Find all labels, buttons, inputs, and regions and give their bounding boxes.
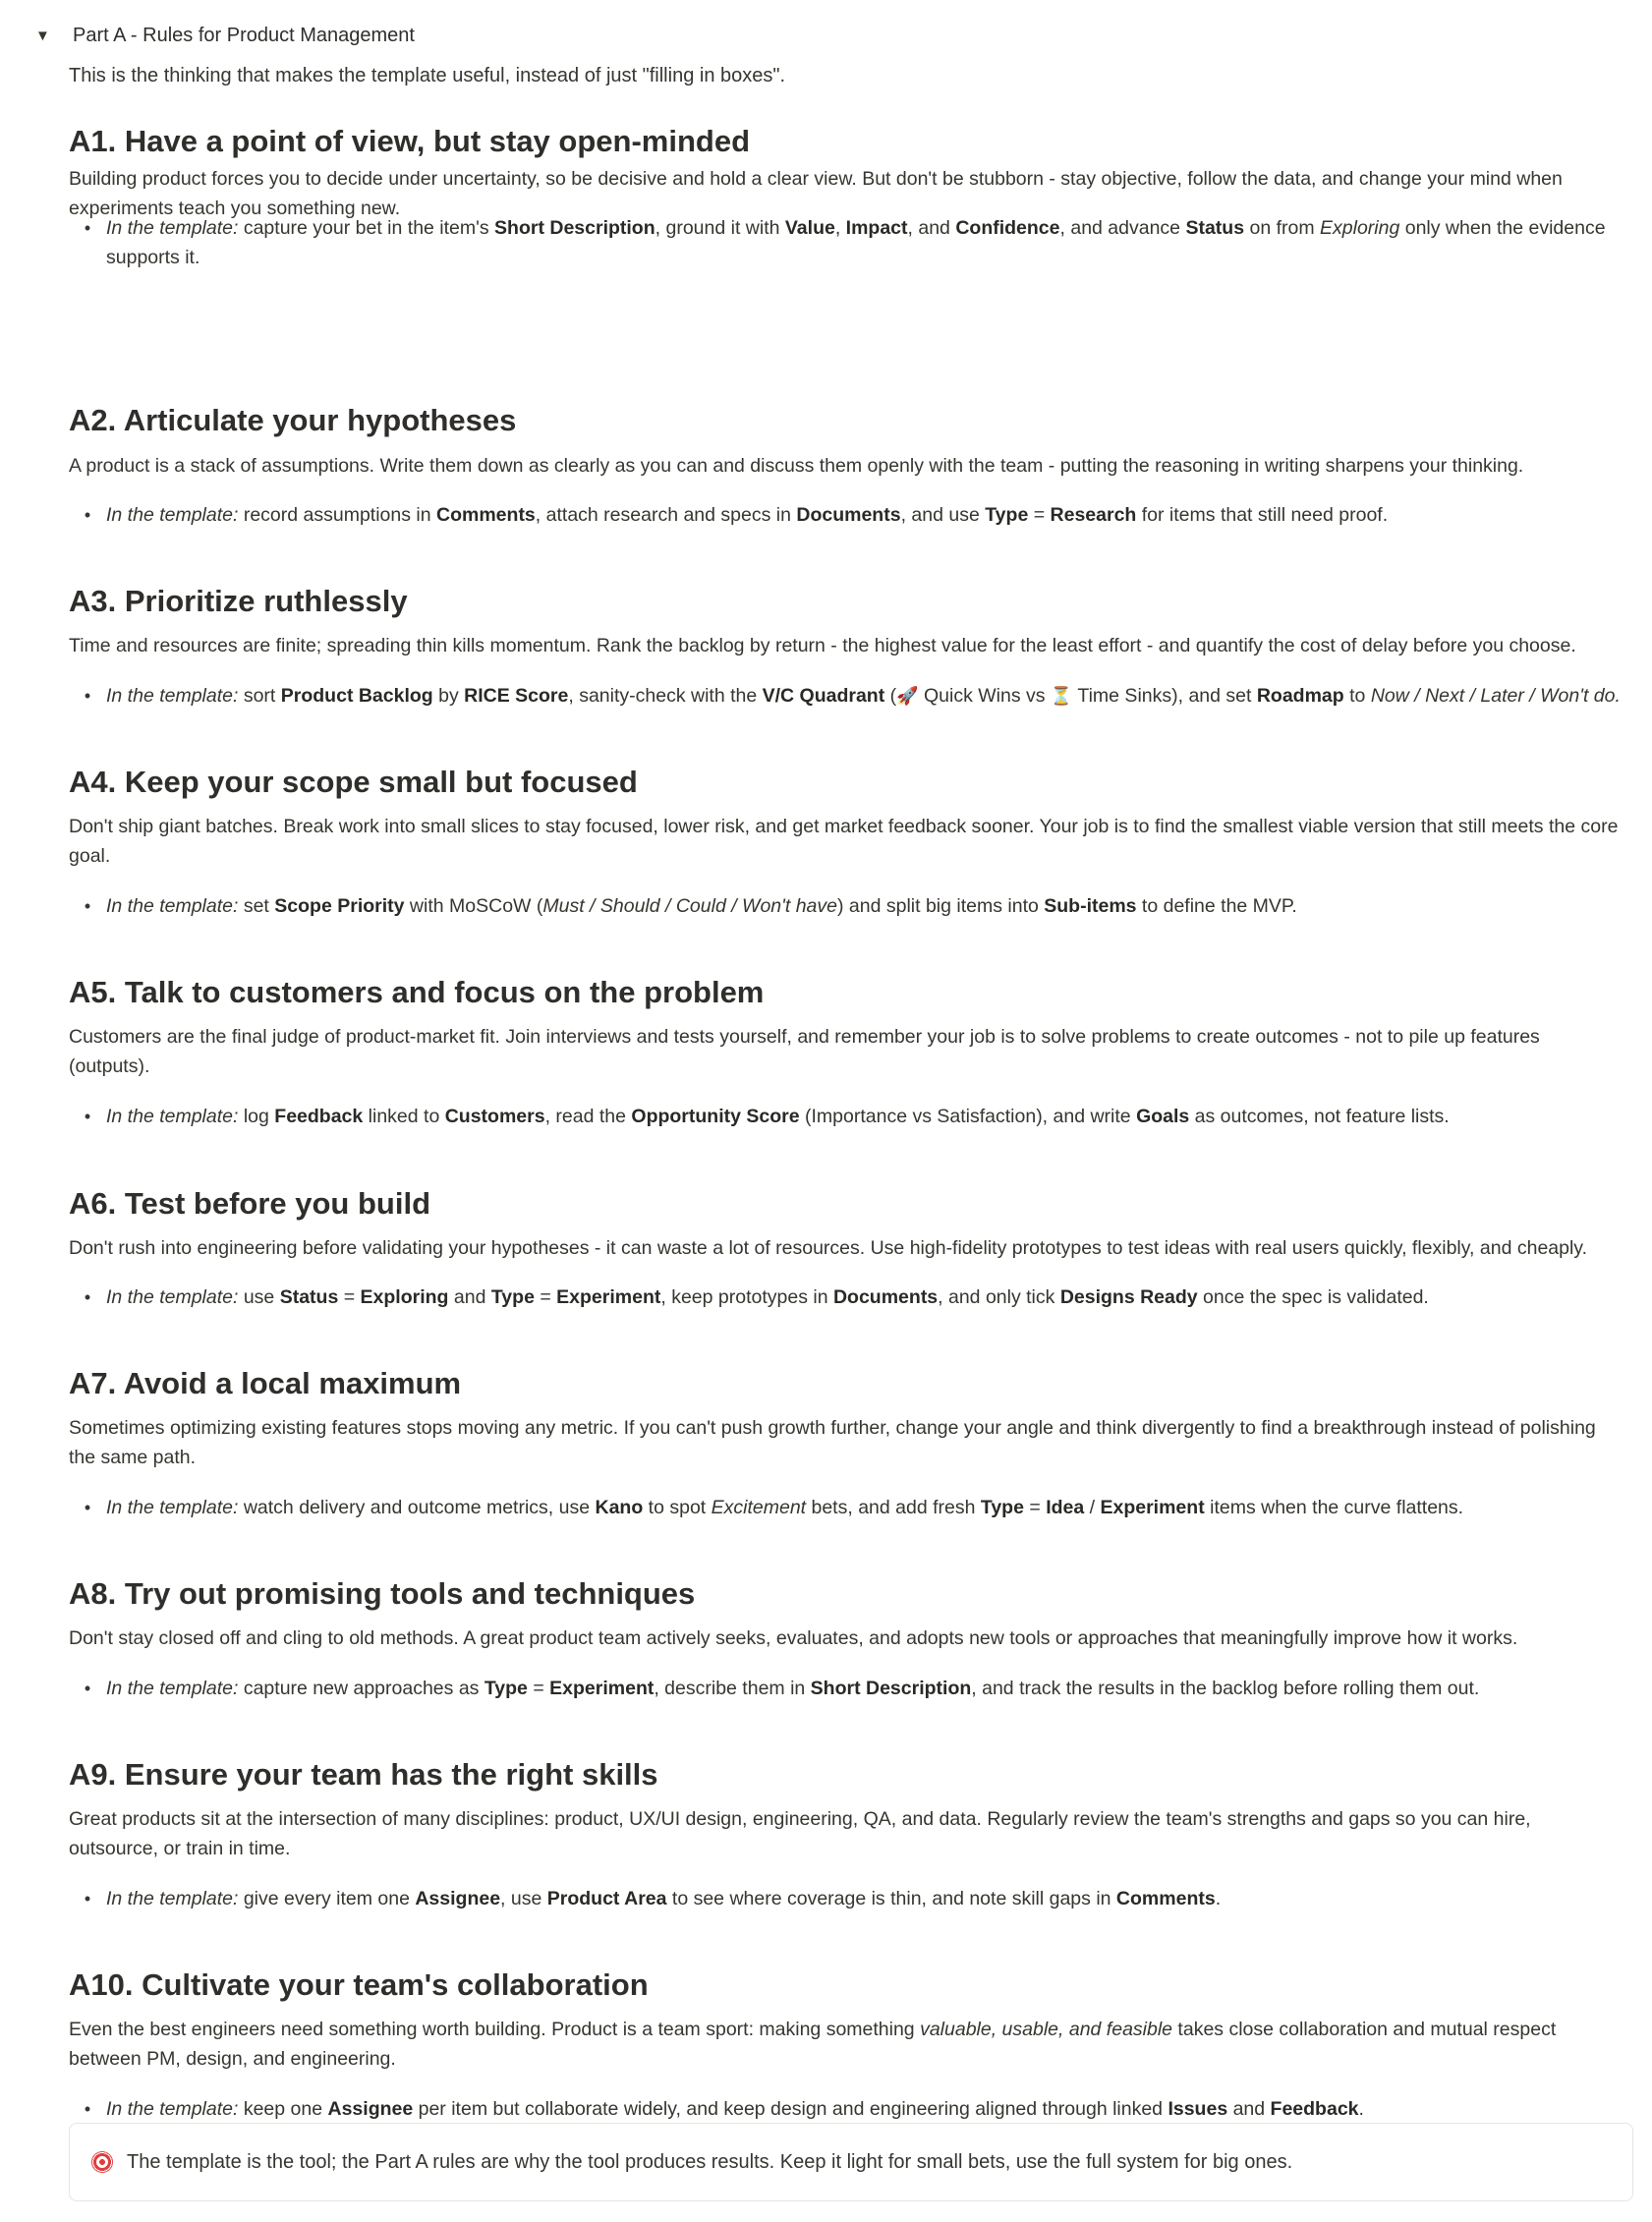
- emoji-icon: ⏳: [1050, 686, 1073, 707]
- inline-text: Scope Priority: [274, 895, 405, 917]
- inline-text: ) and split big items into: [836, 895, 1045, 917]
- inline-text: to see where coverage is thin, and note skill gaps in: [666, 1888, 1116, 1909]
- inline-text: items when the curve flattens.: [1204, 1497, 1464, 1518]
- bullet-text: [106, 681, 1641, 712]
- inline-text: =: [527, 1678, 550, 1699]
- inline-text: , read the: [544, 1106, 632, 1127]
- inline-text: Designs Ready: [1059, 1286, 1198, 1308]
- bullet-item: [69, 213, 1641, 272]
- inline-text: .: [1215, 1888, 1222, 1909]
- inline-text: =: [1028, 504, 1051, 526]
- bullet-text: [106, 1884, 1641, 1913]
- toggle-arrow-icon[interactable]: ▼: [35, 27, 50, 44]
- inline-text: In the template:: [106, 1106, 239, 1127]
- inline-text: linked to: [363, 1106, 445, 1127]
- inline-text: Value: [784, 217, 835, 239]
- section-paragraph: Sometimes optimizing existing features stops moving any metric. If you can't push growth further, change your angle and think divergently to find a breakthrough instead of polishing the same path.: [69, 1417, 1596, 1468]
- inline-text: Type: [490, 1286, 535, 1308]
- inline-text: , and only tick: [938, 1286, 1060, 1308]
- section-paragraph: [69, 2015, 1622, 2074]
- inline-text: /: [1084, 1497, 1101, 1518]
- inline-text: In the template:: [106, 1678, 239, 1699]
- bullet-item: [69, 681, 1641, 712]
- inline-text: Assignee: [415, 1888, 501, 1909]
- inline-text: Research: [1050, 504, 1137, 526]
- bullet-item: [69, 500, 1641, 530]
- inline-text: Status: [279, 1286, 339, 1308]
- bullet-dot-icon: •: [84, 1287, 91, 1307]
- inline-text: Product Area: [546, 1888, 667, 1909]
- inline-text: as outcomes, not feature lists.: [1189, 1106, 1450, 1127]
- inline-text: log: [238, 1106, 275, 1127]
- section-paragraph: Don't ship giant batches. Break work into small slices to stay focused, lower risk, and get market feedback sooner. Your job is to find the smallest viable version that still meets the core goal.: [69, 816, 1619, 867]
- inline-text: In the template:: [106, 2098, 239, 2120]
- inline-text: Confidence: [955, 217, 1060, 239]
- bullet-text: [106, 2094, 1641, 2124]
- inline-text: with MoSCoW (: [404, 895, 543, 917]
- inline-text: and: [1227, 2098, 1271, 2120]
- inline-text: =: [534, 1286, 557, 1308]
- inline-text: Must / Should / Could / Won't have: [542, 895, 837, 917]
- inline-text: Roadmap: [1256, 685, 1344, 707]
- inline-text: only when the evidence supports it.: [106, 217, 1606, 268]
- bullet-dot-icon: •: [84, 1107, 91, 1126]
- inline-text: Sub-items: [1044, 895, 1137, 917]
- section-heading: A4. Keep your scope small but focused: [69, 765, 638, 799]
- inline-text: valuable, usable, and feasible: [920, 2019, 1173, 2040]
- inline-text: , and use: [900, 504, 986, 526]
- inline-text: (Importance vs Satisfaction), and write: [799, 1106, 1137, 1127]
- inline-text: In the template:: [106, 1286, 239, 1308]
- inline-text: ,: [834, 217, 846, 239]
- inline-text: , attach research and specs in: [535, 504, 797, 526]
- bullet-dot-icon: •: [84, 505, 91, 525]
- bullet-item: [69, 1493, 1641, 1522]
- inline-text: In the template:: [106, 217, 239, 239]
- bullet-text: [106, 500, 1641, 530]
- section-heading: A8. Try out promising tools and techniques: [69, 1576, 696, 1611]
- inline-text: Idea: [1046, 1497, 1085, 1518]
- section-paragraph: A product is a stack of assumptions. Write them down as clearly as you can and discuss them openly with the team - putting the reasoning in writing sharpens your thinking.: [69, 455, 1524, 477]
- inline-text: Assignee: [327, 2098, 414, 2120]
- inline-text: by: [432, 685, 465, 707]
- bullet-text: [106, 213, 1641, 272]
- bullet-item: [69, 1102, 1641, 1131]
- inline-text: Exploring: [1320, 217, 1400, 239]
- inline-text: Documents: [796, 504, 901, 526]
- inline-text: bets, and add fresh: [806, 1497, 981, 1518]
- inline-text: use: [238, 1286, 280, 1308]
- target-icon: [91, 2151, 113, 2173]
- inline-text: Feedback: [274, 1106, 364, 1127]
- inline-text: to spot: [643, 1497, 712, 1518]
- inline-text: , and: [907, 217, 956, 239]
- section-paragraph: Don't stay closed off and cling to old methods. A great product team actively seeks, evaluates, and adopts new tools or approaches that meaningfully improve how it works.: [69, 1627, 1518, 1649]
- section-heading: A5. Talk to customers and focus on the problem: [69, 975, 765, 1009]
- inline-text: sort: [238, 685, 281, 707]
- inline-text: .: [1358, 2098, 1364, 2120]
- inline-text: Short Description: [494, 217, 655, 239]
- inline-text: Type: [985, 504, 1029, 526]
- bullet-item: [69, 1674, 1641, 1703]
- inline-text: on from: [1244, 217, 1321, 239]
- bullet-text: [106, 1282, 1641, 1312]
- inline-text: Feedback: [1270, 2098, 1359, 2120]
- section-paragraph: Great products sit at the intersection of many disciplines: product, UX/UI design, engineering, QA, and data. Regularly review the team's strengths and gaps so you can hire, outsource, or train in time.: [69, 1808, 1531, 1859]
- bullet-dot-icon: •: [84, 2099, 91, 2119]
- bullet-text: [106, 1493, 1641, 1522]
- inline-text: Comments: [436, 504, 536, 526]
- inline-text: (: [884, 685, 897, 707]
- section-heading: A9. Ensure your team has the right skills: [69, 1757, 658, 1792]
- section-paragraph: Time and resources are finite; spreading thin kills momentum. Rank the backlog by return - the highest value for the least effort - and quantify the cost of delay before you choose.: [69, 635, 1576, 656]
- inline-text: capture new approaches as: [238, 1678, 484, 1699]
- section-heading: A3. Prioritize ruthlessly: [69, 584, 408, 618]
- section-heading: A2. Articulate your hypotheses: [69, 403, 517, 437]
- section-heading: A7. Avoid a local maximum: [69, 1366, 462, 1400]
- inline-text: Now / Next / Later / Won't do.: [1370, 685, 1621, 707]
- inline-text: capture your bet in the item's: [238, 217, 495, 239]
- bullet-dot-icon: •: [84, 1498, 91, 1517]
- toggle-content: [69, 61, 1622, 2120]
- bullet-item: [69, 1884, 1641, 1913]
- inline-text: per item but collaborate widely, and keep design and engineering aligned through linked: [413, 2098, 1168, 2120]
- inline-text: record assumptions in: [238, 504, 437, 526]
- inline-text: to define the MVP.: [1136, 895, 1297, 917]
- inline-text: give every item one: [238, 1888, 416, 1909]
- section-heading: A6. Test before you build: [69, 1186, 431, 1221]
- inline-text: once the spec is validated.: [1197, 1286, 1429, 1308]
- inline-text: to: [1343, 685, 1371, 707]
- inline-text: Type: [484, 1678, 528, 1699]
- toggle-header[interactable]: [35, 20, 415, 51]
- bullet-dot-icon: •: [84, 686, 91, 706]
- section-heading: A10. Cultivate your team's collaboration: [69, 1967, 649, 2002]
- inline-text: Short Description: [810, 1678, 972, 1699]
- callout: [69, 2123, 1633, 2201]
- inline-text: , and track the results in the backlog before rolling them out.: [971, 1678, 1480, 1699]
- inline-text: Quick Wins vs: [918, 685, 1051, 707]
- inline-text: Exploring: [360, 1286, 449, 1308]
- inline-text: Impact: [845, 217, 908, 239]
- inline-text: Excitement: [711, 1497, 807, 1518]
- section-paragraph: Building product forces you to decide under uncertainty, so be decisive and hold a clear view. But don't be stubborn - stay objective, follow the data, and change your mind when experiments teach you something new.: [69, 168, 1563, 219]
- bullet-dot-icon: •: [84, 896, 91, 916]
- inline-text: takes close collaboration and mutual respect between PM, design, and engineering.: [69, 2019, 1557, 2070]
- inline-text: Time Sinks), and set: [1072, 685, 1257, 707]
- inline-text: , use: [500, 1888, 547, 1909]
- inline-text: Experiment: [549, 1678, 655, 1699]
- inline-text: , sanity-check with the: [568, 685, 763, 707]
- inline-text: In the template:: [106, 504, 239, 526]
- section-paragraph: Customers are the final judge of product-market fit. Join interviews and tests yourself, and remember your job is to solve problems to create outcomes - not to pile up features (outputs).: [69, 1026, 1540, 1077]
- inline-text: , keep prototypes in: [660, 1286, 833, 1308]
- inline-text: , describe them in: [654, 1678, 811, 1699]
- inline-text: , ground it with: [655, 217, 785, 239]
- inline-text: Product Backlog: [280, 685, 433, 707]
- inline-text: RICE Score: [464, 685, 569, 707]
- inline-text: , and advance: [1059, 217, 1186, 239]
- inline-text: watch delivery and outcome metrics, use: [238, 1497, 596, 1518]
- inline-text: Goals: [1136, 1106, 1190, 1127]
- inline-text: V/C Quadrant: [762, 685, 885, 707]
- bullet-text: [106, 1674, 1641, 1703]
- callout-text: The template is the tool; the Part A rules are why the tool produces results. Keep it light for small bets, use the full system for big ones.: [127, 2150, 1293, 2173]
- inline-text: In the template:: [106, 685, 239, 707]
- bullet-item: [69, 891, 1641, 921]
- inline-text: Customers: [444, 1106, 545, 1127]
- inline-text: Kano: [595, 1497, 644, 1518]
- inline-text: In the template:: [106, 895, 239, 917]
- emoji-icon: 🚀: [896, 686, 919, 707]
- inline-text: Even the best engineers need something worth building. Product is a team sport: making something: [69, 2019, 921, 2040]
- bullet-text: [106, 891, 1641, 921]
- inline-text: Type: [980, 1497, 1024, 1518]
- inline-text: keep one: [238, 2098, 328, 2120]
- inline-text: Experiment: [1100, 1497, 1205, 1518]
- inline-text: In the template:: [106, 1888, 239, 1909]
- inline-text: Comments: [1115, 1888, 1216, 1909]
- section-heading: A1. Have a point of view, but stay open-minded: [69, 124, 751, 158]
- intro-paragraph: This is the thinking that makes the template useful, instead of just "filling in boxes".: [69, 65, 786, 86]
- bullet-dot-icon: •: [84, 218, 91, 238]
- bullet-dot-icon: •: [84, 1889, 91, 1909]
- inline-text: Status: [1185, 217, 1245, 239]
- inline-text: and: [448, 1286, 491, 1308]
- inline-text: set: [238, 895, 275, 917]
- bullet-dot-icon: •: [84, 1679, 91, 1698]
- inline-text: Experiment: [556, 1286, 661, 1308]
- inline-text: =: [1023, 1497, 1047, 1518]
- inline-text: Issues: [1168, 2098, 1228, 2120]
- inline-text: for items that still need proof.: [1136, 504, 1389, 526]
- bullet-text: [106, 1102, 1641, 1131]
- section-paragraph: Don't rush into engineering before validating your hypotheses - it can waste a lot of resources. Use high-fidelity prototypes to test ideas with real users quickly, flexibly, and cheaply.: [69, 1237, 1588, 1259]
- bullet-item: [69, 1282, 1641, 1312]
- inline-text: Opportunity Score: [631, 1106, 800, 1127]
- toggle-title: Part A - Rules for Product Management: [73, 24, 415, 46]
- bullet-item: [69, 2094, 1641, 2124]
- inline-text: In the template:: [106, 1497, 239, 1518]
- inline-text: =: [338, 1286, 361, 1308]
- inline-text: Documents: [832, 1286, 939, 1308]
